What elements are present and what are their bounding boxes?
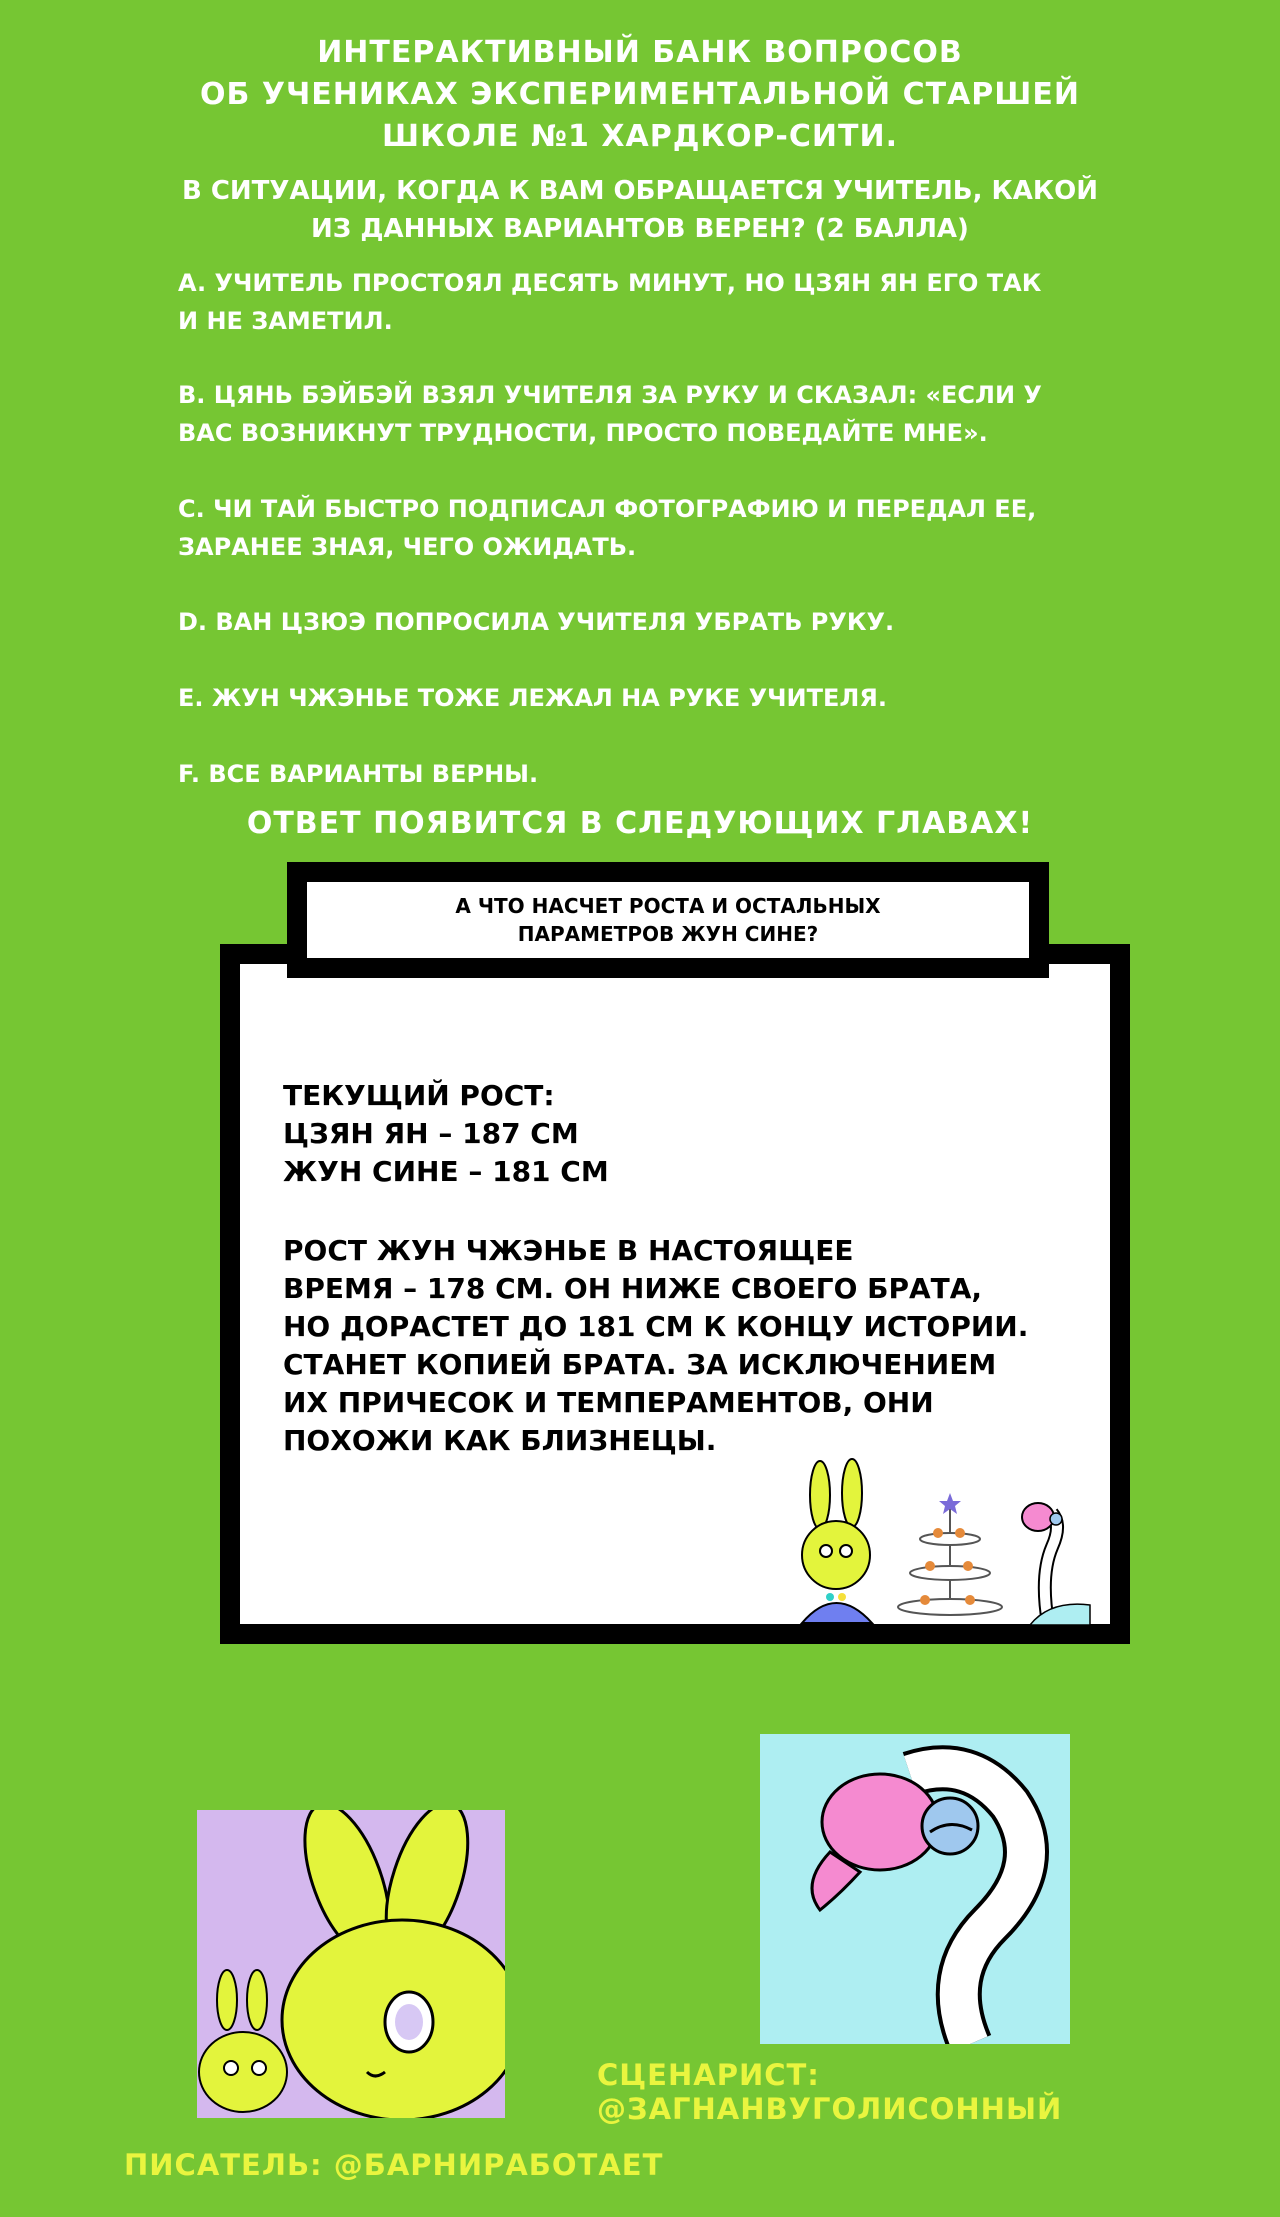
option-line: A. УЧИТЕЛЬ ПРОСТОЯЛ ДЕСЯТЬ МИНУТ, НО ЦЗЯН ЯН ЕГО ТАК (178, 269, 1042, 297)
note-line: РОСТ ЖУН ЧЖЭНЬЕ В НАСТОЯЩЕЕ (283, 1234, 854, 1267)
bunny-character-icon (802, 1459, 872, 1623)
note-line: ИХ ПРИЧЕСОК И ТЕМПЕРАМЕНТОВ, ОНИ (283, 1386, 934, 1419)
option-a (178, 264, 1108, 340)
title-line: ИНТЕРАКТИВНЫЙ БАНК ВОПРОСОВ (317, 35, 963, 70)
heights-list (283, 1077, 1043, 1191)
option-line: ЗАРАНЕЕ ЗНАЯ, ЧЕГО ОЖИДАТЬ. (178, 533, 637, 561)
note-line: СТАНЕТ КОПИЕЙ БРАТА. ЗА ИСКЛЮЧЕНИЕМ (283, 1348, 997, 1381)
writer-credit: ПИСАТЕЛЬ: @БАРНИРАБОТАЕТ (124, 2148, 664, 2182)
heights-line: ЖУН СИНЕ – 181 СМ (283, 1155, 609, 1188)
cake-stand-icon (898, 1493, 1002, 1615)
panel-header (287, 862, 1049, 978)
option-line: E. ЖУН ЧЖЭНЬЕ ТОЖЕ ЛЕЖАЛ НА РУКЕ УЧИТЕЛЯ. (178, 684, 887, 712)
option-line: B. ЦЯНЬ БЭЙБЭЙ ВЗЯЛ УЧИТЕЛЯ ЗА РУКУ И СКАЗАЛ: «ЕСЛИ У (178, 381, 1042, 409)
option-d (178, 603, 1108, 641)
option-b (178, 376, 1108, 452)
note-line: НО ДОРАСТЕТ ДО 181 СМ К КОНЦУ ИСТОРИИ. (283, 1310, 1029, 1343)
heights-line: ЦЗЯН ЯН – 187 СМ (283, 1117, 579, 1150)
note-line: ВРЕМЯ – 178 СМ. ОН НИЖЕ СВОЕГО БРАТА, (283, 1272, 983, 1305)
question-text (0, 172, 1280, 248)
swan-portrait-image (760, 1734, 1070, 2044)
panel-header-line: А ЧТО НАСЧЕТ РОСТА И ОСТАЛЬНЫХ (455, 894, 881, 918)
heights-line: ТЕКУЩИЙ РОСТ: (283, 1079, 555, 1112)
option-e (178, 679, 1108, 717)
tea-party-illustration (790, 1455, 1110, 1625)
panel-header-line: ПАРАМЕТРОВ ЖУН СИНЕ? (517, 922, 819, 946)
note-line: ПОХОЖИ КАК БЛИЗНЕЦЫ. (283, 1424, 717, 1457)
option-line: C. ЧИ ТАЙ БЫСТРО ПОДПИСАЛ ФОТОГРАФИЮ И ПЕРЕДАЛ ЕЕ, (178, 495, 1037, 523)
question-line: В СИТУАЦИИ, КОГДА К ВАМ ОБРАЩАЕТСЯ УЧИТЕЛЬ, КАКОЙ (181, 176, 1099, 206)
height-note (283, 1232, 1043, 1460)
option-line: ВАС ВОЗНИКНУТ ТРУДНОСТИ, ПРОСТО ПОВЕДАЙТЕ МНЕ». (178, 419, 988, 447)
question-line: ИЗ ДАННЫХ ВАРИАНТОВ ВЕРЕН? (2 БАЛЛА) (311, 214, 969, 244)
option-line: D. ВАН ЦЗЮЭ ПОПРОСИЛА УЧИТЕЛЯ УБРАТЬ РУКУ. (178, 608, 895, 636)
page-title (0, 32, 1280, 158)
option-line: И НЕ ЗАМЕТИЛ. (178, 307, 393, 335)
title-line: ОБ УЧЕНИКАХ ЭКСПЕРИМЕНТАЛЬНОЙ СТАРШЕЙ (200, 77, 1080, 112)
answer-note: ОТВЕТ ПОЯВИТСЯ В СЛЕДУЮЩИХ ГЛАВАХ! (246, 806, 1034, 841)
swan-character-icon (1022, 1503, 1090, 1625)
title-line: ШКОЛЕ №1 ХАРДКОР-СИТИ. (382, 119, 898, 154)
option-c (178, 490, 1108, 566)
screenwriter-credit: СЦЕНАРИСТ: @ЗАГНАНВУГОЛИСОННЫЙ (597, 2058, 1063, 2126)
panel-header-text (455, 892, 880, 948)
option-f (178, 755, 1108, 793)
bunny-portrait-image (197, 1810, 505, 2118)
option-line: F. ВСЕ ВАРИАНТЫ ВЕРНЫ. (178, 760, 539, 788)
